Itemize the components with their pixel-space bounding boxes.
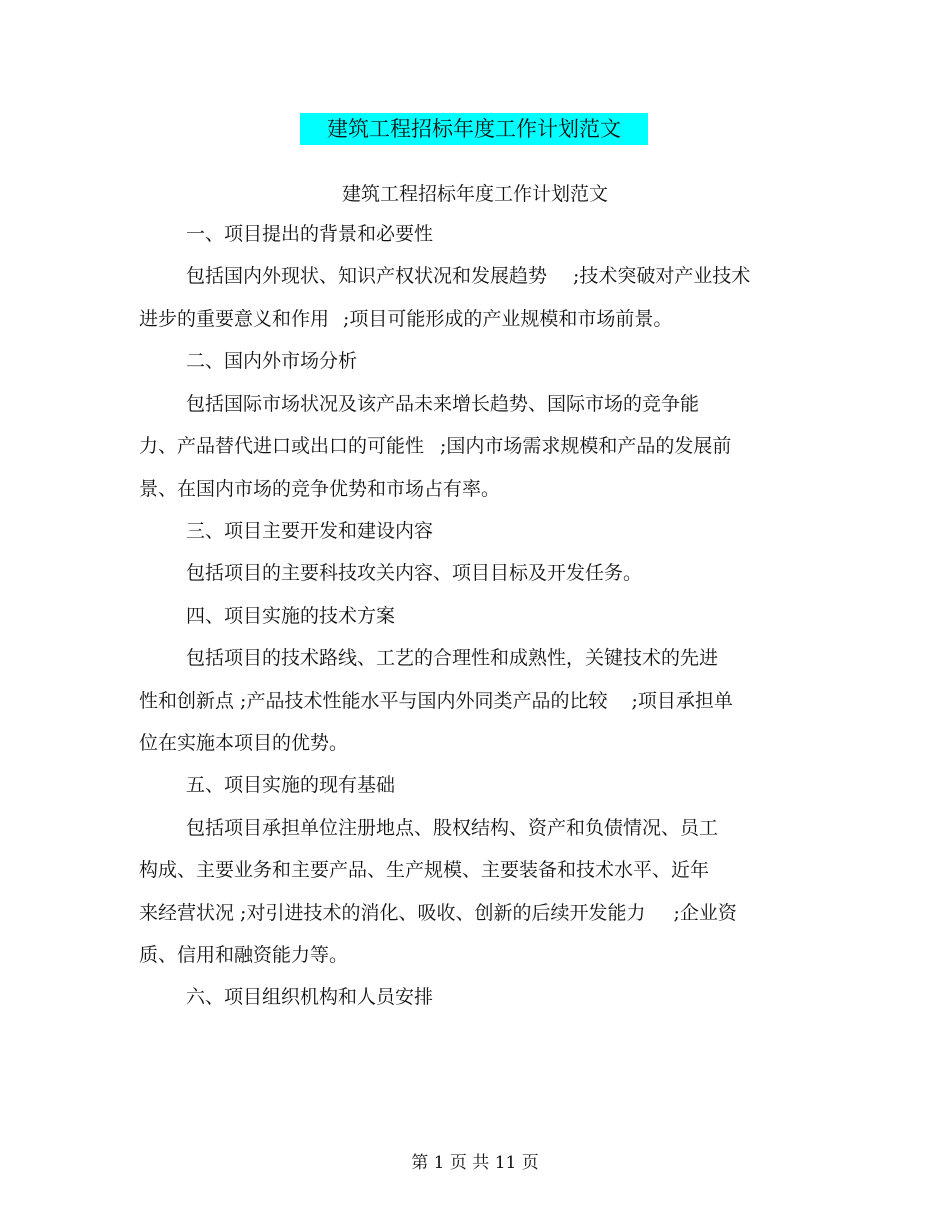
paragraph-line [139,432,731,460]
text-run: ;项目可能形成的产业规模和市场前景。 [343,308,673,330]
text-run: ;国内市场需求规模和产品的发展前 [440,435,732,457]
section-heading-3: 三、项目主要开发和建设内容 [186,520,434,542]
paragraph-line: 包括项目承担单位注册地点、股权结构、资产和负债情况、员工 [186,817,719,839]
text-run: 来经营状况 ;对引进技术的消化、吸收、创新的后续开发能力 [139,902,646,924]
page-number-footer: 第 1 页 共 11 页 [411,1153,539,1173]
text-run: 进步的重要意义和作用 [139,308,330,330]
paragraph-line [186,262,750,290]
text-run: 性和创新点 ;产品技术性能水平与国内外同类产品的比较 [139,690,608,712]
text-run: ;项目承担单 [631,690,733,712]
paragraph-line [139,899,737,927]
paragraph-line: 包括国际市场状况及该产品未来增长趋势、国际市场的竞争能 [186,393,700,415]
text-run: 力、产品替代进口或出口的可能性 [139,435,425,457]
section-heading-6: 六、项目组织机构和人员安排 [186,986,434,1008]
section-heading-5: 五、项目实施的现有基础 [186,774,396,796]
paragraph-line: 构成、主要业务和主要产品、生产规模、主要装备和技术水平、近年 [139,859,710,881]
text-run: 包括国内外现状、知识产权状况和发展趋势 [186,265,548,287]
paragraph-line: 位在实施本项目的优势。 [139,732,349,754]
paragraph-line: 质、信用和融资能力等。 [139,944,349,966]
text-run: ;技术突破对产业技术 [573,265,751,287]
paragraph-line: 景、在国内市场的竞争优势和市场占有率。 [139,478,501,500]
paragraph-line: 包括项目的技术路线、工艺的合理性和成熟性，关键技术的先进 [186,647,719,669]
section-heading-1: 一、项目提出的背景和必要性 [186,223,434,245]
paragraph-line [139,305,672,333]
paragraph-line [139,687,733,715]
text-run: ;企业资 [673,902,737,924]
paragraph-line: 包括项目的主要科技攻关内容、项目目标及开发任务。 [186,562,643,584]
document-title: 建筑工程招标年度工作计划范文 [300,113,648,145]
section-heading-2: 二、国内外市场分析 [186,350,358,372]
section-heading-4: 四、项目实施的技术方案 [186,605,396,627]
document-subtitle: 建筑工程招标年度工作计划范文 [341,183,608,205]
